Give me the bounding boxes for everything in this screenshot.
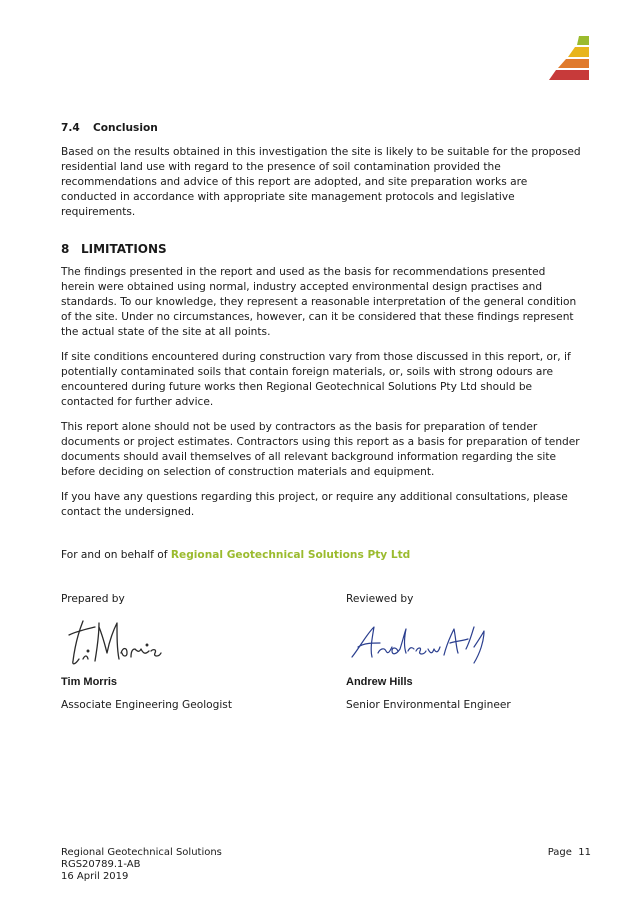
- page-number: [548, 847, 591, 859]
- section-number: 7.4: [61, 122, 80, 134]
- footer-date: 16 April 2019: [61, 871, 129, 882]
- prepared-by-block: [61, 592, 301, 713]
- tim-morris-signature: [61, 613, 171, 671]
- logo-stripe-orange: [558, 59, 589, 68]
- section-heading: [61, 121, 581, 136]
- limitations-paragraph: If you have any questions regarding this project, or require any additional consultations, please contact the undersigned.: [61, 491, 568, 518]
- section-title: Conclusion: [93, 122, 158, 134]
- page-footer: [61, 847, 591, 883]
- preparer-name: Tim Morris: [61, 676, 118, 688]
- limitations-number: 8: [61, 242, 70, 256]
- limitations-paragraph: The findings presented in the report and used as the basis for recommendations presented herein were obtained using normal, industry accepted environmental design practises and standards. To our knowledge, they represent a reasonable interpretation of the general condition of the site. Under no circumstances, however, can it be considered that these findings represent the actual state of the site at all points.: [61, 266, 577, 338]
- page-number-value: 11: [578, 847, 591, 858]
- limitations-paragraph: This report alone should not be used by contractors as the basis for preparation of tender documents or project estimates. Contractors using this report as a basis for preparation of tender documents should avail themselves of all relevant background information regarding the site before deciding on selection of construction materials and equipment.: [61, 421, 580, 478]
- on-behalf-line: [61, 548, 581, 563]
- reviewer-role: Senior Environmental Engineer: [346, 699, 511, 711]
- on-behalf-prefix: For and on behalf of: [61, 549, 168, 561]
- logo-stripe-green: [577, 36, 589, 45]
- conclusion-paragraph: Based on the results obtained in this investigation the site is likely to be suitable for the proposed residential land use with regard to the presence of soil contamination provided the recommendations and advice of this report are adopted, and site preparation works are conducted in accordance with appropriate site management protocols and legislative requirements.: [61, 146, 581, 218]
- footer-ref: RGS20789.1-AB: [61, 859, 141, 870]
- reviewed-by-block: [346, 592, 586, 713]
- limitations-paragraph: If site conditions encountered during construction vary from those discussed in this report, or, if potentially contaminated soils that contain foreign materials, or, soils with strong odours are encountered during future works then Regional Geotechnical Solutions Pty Ltd should be contacted for further advice.: [61, 351, 571, 408]
- logo-stripe-yellow: [568, 47, 589, 57]
- main-content: [61, 121, 581, 573]
- company-name: Regional Geotechnical Solutions Pty Ltd: [170, 549, 411, 561]
- reviewed-by-label: Reviewed by: [346, 593, 414, 605]
- logo-stripe-red: [549, 70, 589, 80]
- andrew-hills-signature: [346, 613, 496, 671]
- company-logo: [549, 36, 589, 80]
- limitations-heading: [61, 242, 581, 257]
- reviewer-name: Andrew Hills: [346, 676, 413, 688]
- prepared-by-label: Prepared by: [61, 593, 125, 605]
- preparer-role: Associate Engineering Geologist: [61, 699, 232, 711]
- footer-company: Regional Geotechnical Solutions: [61, 847, 222, 858]
- page-label: Page: [547, 847, 572, 858]
- limitations-title: LIMITATIONS: [81, 242, 167, 256]
